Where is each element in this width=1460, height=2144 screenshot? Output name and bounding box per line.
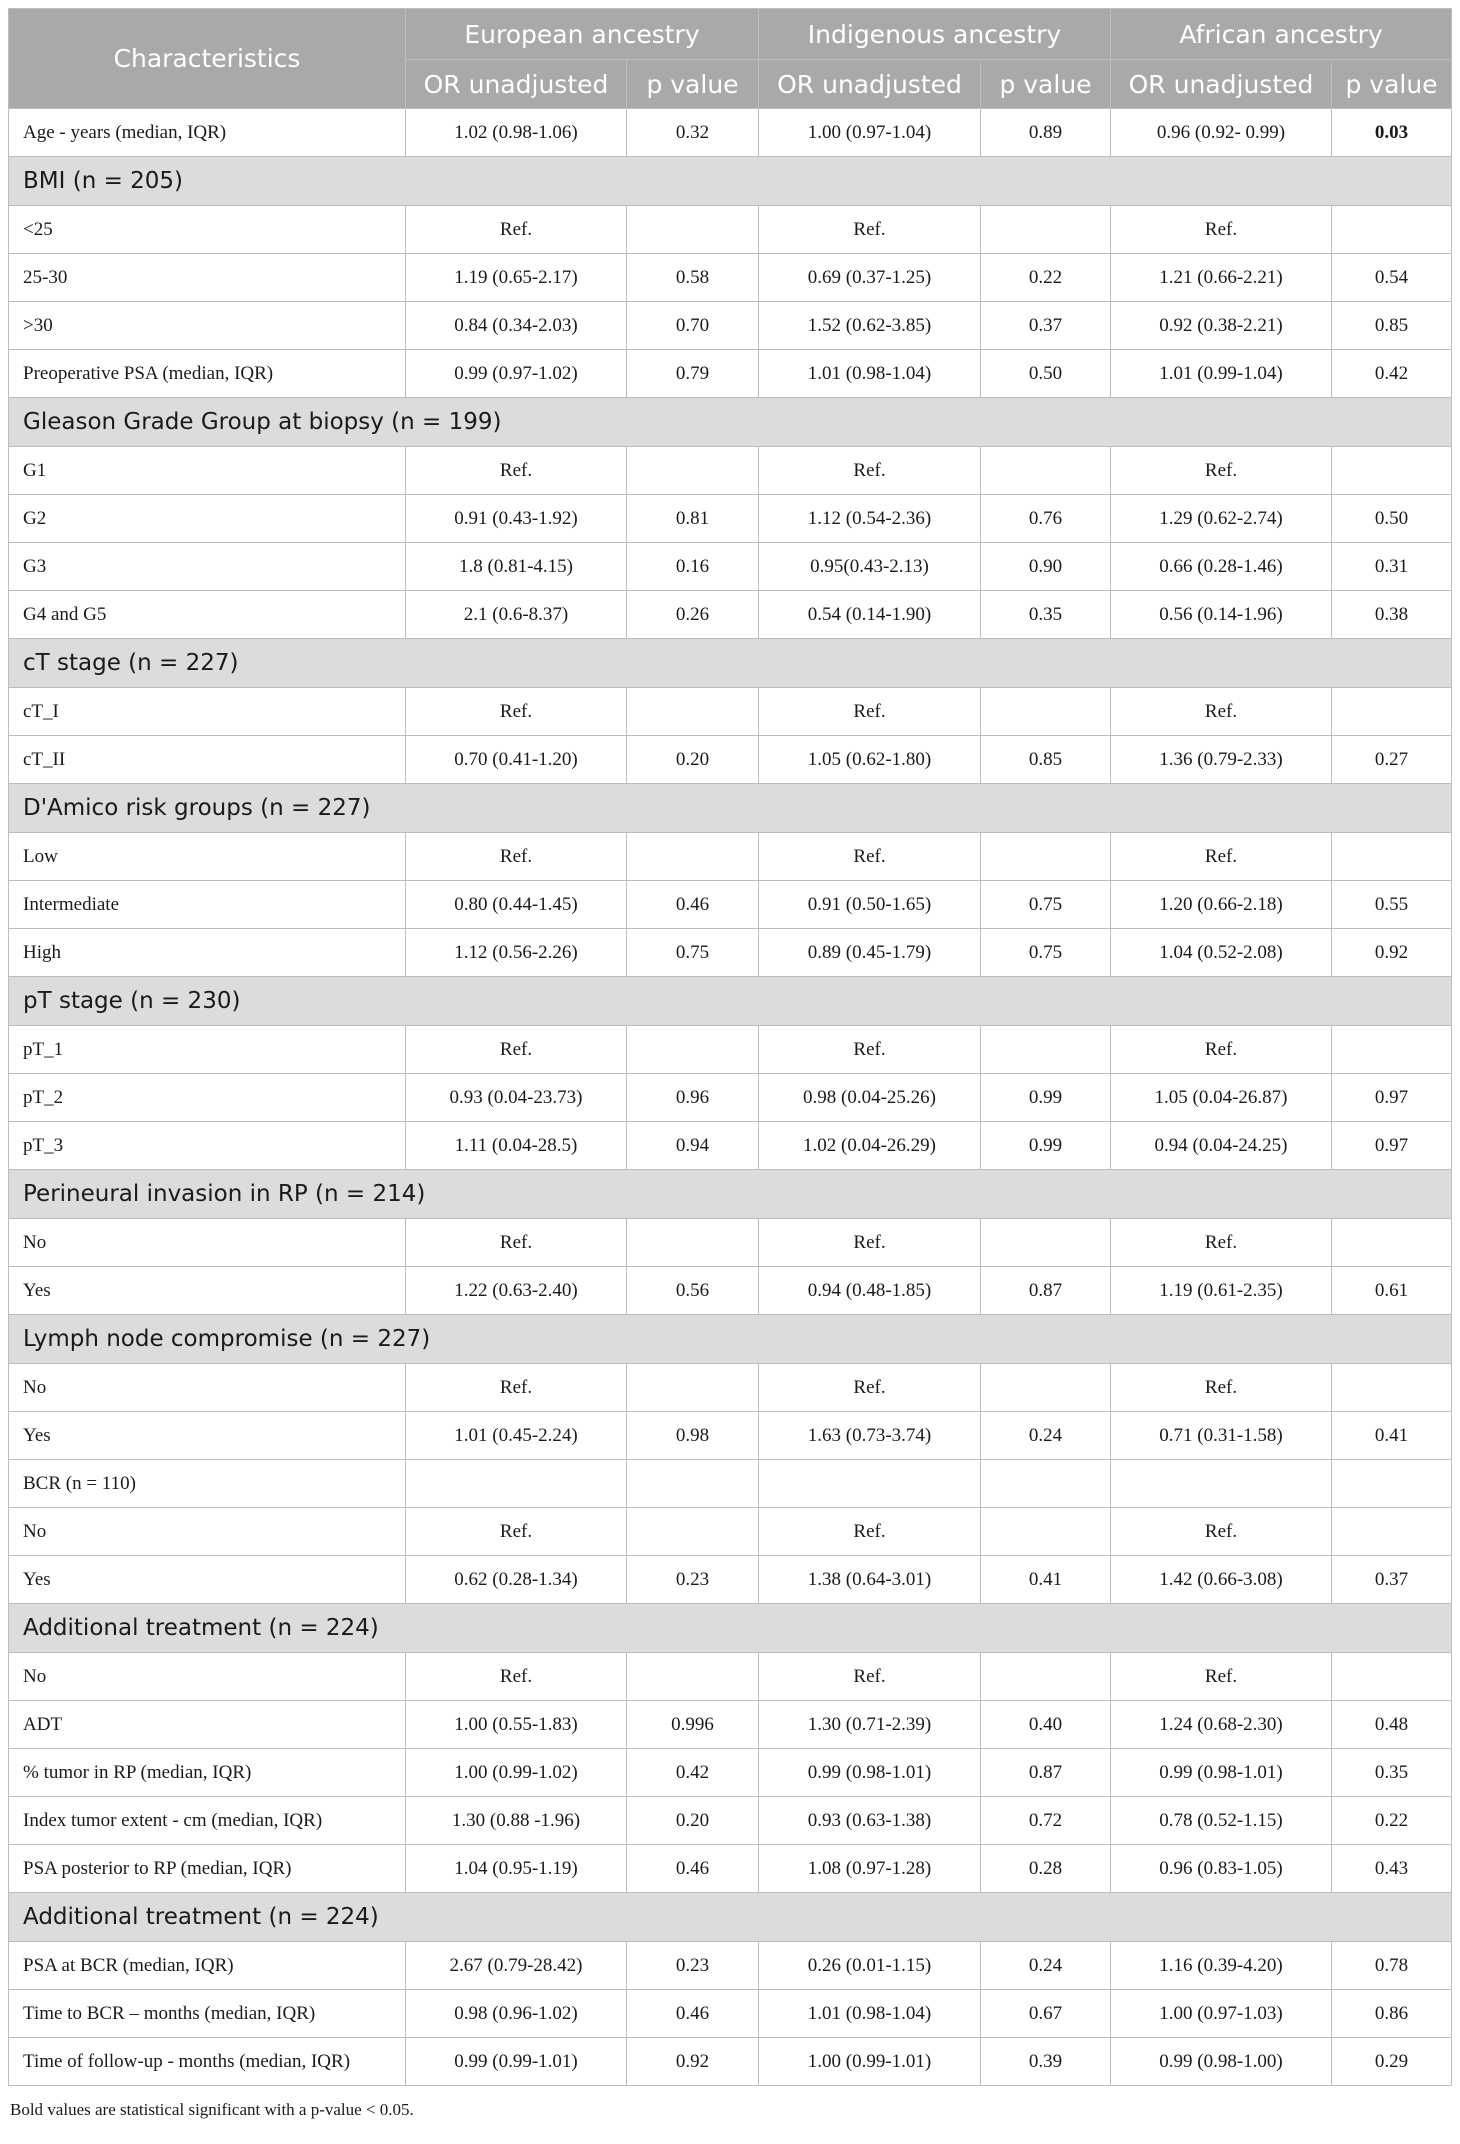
- row-label: pT_3: [9, 1122, 406, 1170]
- cell-or-african: 0.96 (0.92- 0.99): [1111, 109, 1332, 157]
- section-row: [9, 1893, 1452, 1942]
- cell-p-indigenous: 0.22: [981, 254, 1111, 302]
- row-label: Intermediate: [9, 881, 406, 929]
- row-label: G3: [9, 543, 406, 591]
- cell-p-european: 0.23: [627, 1942, 759, 1990]
- cell-or-african: 1.04 (0.52-2.08): [1111, 929, 1332, 977]
- row-label: pT_1: [9, 1026, 406, 1074]
- row-label: Low: [9, 833, 406, 881]
- cell-p-african: [1332, 833, 1452, 881]
- cell-or-indigenous: Ref.: [759, 1653, 981, 1701]
- cell-p-african: 0.54: [1332, 254, 1452, 302]
- cell-p-indigenous: 0.85: [981, 736, 1111, 784]
- cell-or-african: Ref.: [1111, 1653, 1332, 1701]
- cell-or-indigenous: 1.00 (0.97-1.04): [759, 109, 981, 157]
- cell-or-african: Ref.: [1111, 833, 1332, 881]
- cell-or-african: 1.05 (0.04-26.87): [1111, 1074, 1332, 1122]
- cell-p-african: 0.97: [1332, 1122, 1452, 1170]
- cell-p-european: 0.92: [627, 2038, 759, 2086]
- cell-p-african: 0.37: [1332, 1556, 1452, 1604]
- cell-p-european: [627, 1026, 759, 1074]
- cell-or-african: Ref.: [1111, 447, 1332, 495]
- row-label: No: [9, 1364, 406, 1412]
- row-label: No: [9, 1508, 406, 1556]
- cell-p-african: [1332, 1219, 1452, 1267]
- cell-or-indigenous: 0.69 (0.37-1.25): [759, 254, 981, 302]
- row-label: Time of follow-up - months (median, IQR): [9, 2038, 406, 2086]
- cell-p-african: 0.92: [1332, 929, 1452, 977]
- cell-or-african: 1.21 (0.66-2.21): [1111, 254, 1332, 302]
- cell-or-african: [1111, 1460, 1332, 1508]
- cell-or-european: 2.67 (0.79-28.42): [406, 1942, 627, 1990]
- cell-or-indigenous: 1.38 (0.64-3.01): [759, 1556, 981, 1604]
- cell-p-european: [627, 1219, 759, 1267]
- cell-p-african: [1332, 447, 1452, 495]
- cell-p-european: 0.75: [627, 929, 759, 977]
- cell-p-african: 0.55: [1332, 881, 1452, 929]
- cell-p-african: 0.86: [1332, 1990, 1452, 2038]
- header-or-african: OR unadjusted: [1111, 60, 1332, 109]
- cell-or-indigenous: Ref.: [759, 688, 981, 736]
- cell-p-european: 0.20: [627, 1797, 759, 1845]
- cell-p-african: [1332, 1653, 1452, 1701]
- cell-or-indigenous: 1.00 (0.99-1.01): [759, 2038, 981, 2086]
- cell-or-indigenous: 1.02 (0.04-26.29): [759, 1122, 981, 1170]
- section-row: [9, 784, 1452, 833]
- cell-or-indigenous: 0.93 (0.63-1.38): [759, 1797, 981, 1845]
- cell-p-indigenous: 0.87: [981, 1749, 1111, 1797]
- cell-or-european: Ref.: [406, 1653, 627, 1701]
- cell-p-indigenous: 0.40: [981, 1701, 1111, 1749]
- cell-or-indigenous: 0.26 (0.01-1.15): [759, 1942, 981, 1990]
- cell-or-african: Ref.: [1111, 688, 1332, 736]
- cell-p-african: 0.85: [1332, 302, 1452, 350]
- header-p-indigenous: p value: [981, 60, 1111, 109]
- cell-or-african: 1.24 (0.68-2.30): [1111, 1701, 1332, 1749]
- table-row: [9, 1267, 1452, 1315]
- table-header: [9, 9, 1452, 109]
- cell-p-indigenous: 0.24: [981, 1942, 1111, 1990]
- header-characteristics: Characteristics: [9, 9, 406, 109]
- cell-p-european: 0.42: [627, 1749, 759, 1797]
- cell-p-indigenous: [981, 833, 1111, 881]
- cell-p-african: 0.97: [1332, 1074, 1452, 1122]
- cell-p-indigenous: [981, 206, 1111, 254]
- cell-p-african: [1332, 206, 1452, 254]
- cell-or-african: 0.66 (0.28-1.46): [1111, 543, 1332, 591]
- cell-p-european: 0.58: [627, 254, 759, 302]
- cell-or-european: Ref.: [406, 833, 627, 881]
- table-row: [9, 2038, 1452, 2086]
- table-row: [9, 1364, 1452, 1412]
- cell-or-african: 1.00 (0.97-1.03): [1111, 1990, 1332, 2038]
- table-row: [9, 1942, 1452, 1990]
- table-row: [9, 688, 1452, 736]
- cell-or-european: Ref.: [406, 688, 627, 736]
- cell-or-european: 0.70 (0.41-1.20): [406, 736, 627, 784]
- cell-or-indigenous: Ref.: [759, 1364, 981, 1412]
- cell-or-indigenous: 0.98 (0.04-25.26): [759, 1074, 981, 1122]
- section-row: [9, 977, 1452, 1026]
- cell-or-indigenous: 1.05 (0.62-1.80): [759, 736, 981, 784]
- cell-or-indigenous: 0.99 (0.98-1.01): [759, 1749, 981, 1797]
- cell-p-indigenous: 0.75: [981, 929, 1111, 977]
- cell-or-european: 0.93 (0.04-23.73): [406, 1074, 627, 1122]
- section-row: [9, 1170, 1452, 1219]
- row-label: >30: [9, 302, 406, 350]
- cell-p-indigenous: 0.37: [981, 302, 1111, 350]
- cell-p-european: 0.996: [627, 1701, 759, 1749]
- cell-p-african: 0.43: [1332, 1845, 1452, 1893]
- cell-p-african: 0.31: [1332, 543, 1452, 591]
- cell-p-indigenous: [981, 447, 1111, 495]
- row-label: No: [9, 1219, 406, 1267]
- cell-or-african: Ref.: [1111, 206, 1332, 254]
- cell-p-indigenous: [981, 1026, 1111, 1074]
- cell-or-indigenous: 0.94 (0.48-1.85): [759, 1267, 981, 1315]
- cell-p-african: 0.29: [1332, 2038, 1452, 2086]
- cell-or-indigenous: Ref.: [759, 833, 981, 881]
- cell-or-african: 0.96 (0.83-1.05): [1111, 1845, 1332, 1893]
- cell-p-european: [627, 1364, 759, 1412]
- cell-or-european: 0.84 (0.34-2.03): [406, 302, 627, 350]
- table-row: [9, 350, 1452, 398]
- cell-p-african: 0.48: [1332, 1701, 1452, 1749]
- cell-p-european: [627, 688, 759, 736]
- cell-or-african: Ref.: [1111, 1026, 1332, 1074]
- section-row: [9, 157, 1452, 206]
- cell-p-european: 0.32: [627, 109, 759, 157]
- cell-or-african: 0.78 (0.52-1.15): [1111, 1797, 1332, 1845]
- cell-p-european: 0.94: [627, 1122, 759, 1170]
- cell-or-indigenous: Ref.: [759, 1219, 981, 1267]
- cell-or-indigenous: 1.63 (0.73-3.74): [759, 1412, 981, 1460]
- cell-p-african: [1332, 688, 1452, 736]
- cell-or-african: 0.99 (0.98-1.00): [1111, 2038, 1332, 2086]
- cell-p-indigenous: 0.50: [981, 350, 1111, 398]
- cell-or-indigenous: 0.54 (0.14-1.90): [759, 591, 981, 639]
- cell-p-african: 0.41: [1332, 1412, 1452, 1460]
- header-p-european: p value: [627, 60, 759, 109]
- cell-or-european: Ref.: [406, 1219, 627, 1267]
- row-label: Preoperative PSA (median, IQR): [9, 350, 406, 398]
- cell-p-indigenous: 0.89: [981, 109, 1111, 157]
- section-label: Gleason Grade Group at biopsy (n = 199): [9, 398, 1452, 447]
- cell-or-european: 1.00 (0.55-1.83): [406, 1701, 627, 1749]
- cell-p-european: 0.46: [627, 881, 759, 929]
- cell-p-european: [627, 206, 759, 254]
- cell-p-european: 0.96: [627, 1074, 759, 1122]
- section-row: [9, 639, 1452, 688]
- cell-p-indigenous: 0.87: [981, 1267, 1111, 1315]
- cell-p-african: [1332, 1026, 1452, 1074]
- cell-or-european: 1.04 (0.95-1.19): [406, 1845, 627, 1893]
- cell-or-european: 1.02 (0.98-1.06): [406, 109, 627, 157]
- cell-p-african: 0.38: [1332, 591, 1452, 639]
- cell-or-european: 0.80 (0.44-1.45): [406, 881, 627, 929]
- cell-p-european: [627, 1508, 759, 1556]
- header-group-indigenous: Indigenous ancestry: [759, 9, 1111, 60]
- cell-or-european: 1.11 (0.04-28.5): [406, 1122, 627, 1170]
- cell-or-european: 0.98 (0.96-1.02): [406, 1990, 627, 2038]
- cell-or-indigenous: 0.91 (0.50-1.65): [759, 881, 981, 929]
- cell-or-african: 0.56 (0.14-1.96): [1111, 591, 1332, 639]
- cell-or-indigenous: 1.12 (0.54-2.36): [759, 495, 981, 543]
- row-label: PSA at BCR (median, IQR): [9, 1942, 406, 1990]
- cell-or-african: 0.94 (0.04-24.25): [1111, 1122, 1332, 1170]
- row-label: High: [9, 929, 406, 977]
- row-label: <25: [9, 206, 406, 254]
- table-body: [9, 109, 1452, 2086]
- row-label: Yes: [9, 1412, 406, 1460]
- cell-p-indigenous: 0.67: [981, 1990, 1111, 2038]
- cell-p-african: 0.78: [1332, 1942, 1452, 1990]
- cell-or-african: 1.20 (0.66-2.18): [1111, 881, 1332, 929]
- table-row: [9, 736, 1452, 784]
- cell-p-indigenous: [981, 1460, 1111, 1508]
- cell-p-indigenous: [981, 1364, 1111, 1412]
- row-label: G4 and G5: [9, 591, 406, 639]
- cell-or-indigenous: 0.95(0.43-2.13): [759, 543, 981, 591]
- table-row: [9, 254, 1452, 302]
- table-row: [9, 591, 1452, 639]
- cell-or-european: 0.99 (0.97-1.02): [406, 350, 627, 398]
- table-footnote: Bold values are statistical significant with a p-value < 0.05.: [10, 2100, 414, 2119]
- cell-or-african: 1.19 (0.61-2.35): [1111, 1267, 1332, 1315]
- row-label: G1: [9, 447, 406, 495]
- table-row: [9, 1460, 1452, 1508]
- cell-p-indigenous: 0.39: [981, 2038, 1111, 2086]
- table-row: [9, 1074, 1452, 1122]
- cell-or-indigenous: Ref.: [759, 1508, 981, 1556]
- table-row: [9, 1412, 1452, 1460]
- row-label: No: [9, 1653, 406, 1701]
- row-label: G2: [9, 495, 406, 543]
- row-label: Age - years (median, IQR): [9, 109, 406, 157]
- row-label: Yes: [9, 1267, 406, 1315]
- section-label: D'Amico risk groups (n = 227): [9, 784, 1452, 833]
- cell-p-indigenous: 0.99: [981, 1074, 1111, 1122]
- row-label: PSA posterior to RP (median, IQR): [9, 1845, 406, 1893]
- cell-or-african: 0.71 (0.31-1.58): [1111, 1412, 1332, 1460]
- row-label: pT_2: [9, 1074, 406, 1122]
- table-row: [9, 109, 1452, 157]
- cell-or-indigenous: 1.30 (0.71-2.39): [759, 1701, 981, 1749]
- table-row: [9, 1797, 1452, 1845]
- cell-p-european: 0.20: [627, 736, 759, 784]
- header-or-european: OR unadjusted: [406, 60, 627, 109]
- cell-p-african: [1332, 1460, 1452, 1508]
- table-row: [9, 1845, 1452, 1893]
- table-row: [9, 1508, 1452, 1556]
- cell-p-european: 0.70: [627, 302, 759, 350]
- cell-or-african: 0.92 (0.38-2.21): [1111, 302, 1332, 350]
- table-row: [9, 206, 1452, 254]
- table-row: [9, 1026, 1452, 1074]
- table-row: [9, 447, 1452, 495]
- cell-or-european: 1.00 (0.99-1.02): [406, 1749, 627, 1797]
- cell-or-european: 0.91 (0.43-1.92): [406, 495, 627, 543]
- cell-or-indigenous: 1.01 (0.98-1.04): [759, 350, 981, 398]
- table-row: [9, 543, 1452, 591]
- odds-ratio-table: [8, 8, 1452, 2086]
- cell-or-european: 1.19 (0.65-2.17): [406, 254, 627, 302]
- cell-or-european: Ref.: [406, 1508, 627, 1556]
- cell-p-indigenous: [981, 1219, 1111, 1267]
- cell-or-european: Ref.: [406, 206, 627, 254]
- cell-or-european: 2.1 (0.6-8.37): [406, 591, 627, 639]
- section-label: Perineural invasion in RP (n = 214): [9, 1170, 1452, 1219]
- section-row: [9, 398, 1452, 447]
- cell-or-indigenous: 1.01 (0.98-1.04): [759, 1990, 981, 2038]
- cell-p-indigenous: 0.75: [981, 881, 1111, 929]
- cell-p-european: [627, 447, 759, 495]
- section-row: [9, 1315, 1452, 1364]
- table-row: [9, 929, 1452, 977]
- cell-p-european: 0.46: [627, 1990, 759, 2038]
- cell-p-african: [1332, 1364, 1452, 1412]
- row-label: Index tumor extent - cm (median, IQR): [9, 1797, 406, 1845]
- row-label: Yes: [9, 1556, 406, 1604]
- cell-p-african: 0.61: [1332, 1267, 1452, 1315]
- cell-p-indigenous: 0.24: [981, 1412, 1111, 1460]
- cell-or-european: 1.8 (0.81-4.15): [406, 543, 627, 591]
- table-row: [9, 1219, 1452, 1267]
- cell-or-european: Ref.: [406, 1364, 627, 1412]
- cell-p-indigenous: 0.41: [981, 1556, 1111, 1604]
- cell-p-african: 0.22: [1332, 1797, 1452, 1845]
- cell-or-african: 1.42 (0.66-3.08): [1111, 1556, 1332, 1604]
- row-label: Time to BCR – months (median, IQR): [9, 1990, 406, 2038]
- cell-p-african: [1332, 1508, 1452, 1556]
- cell-or-european: 1.22 (0.63-2.40): [406, 1267, 627, 1315]
- table-row: [9, 1122, 1452, 1170]
- cell-or-european: 1.30 (0.88 -1.96): [406, 1797, 627, 1845]
- cell-p-indigenous: 0.76: [981, 495, 1111, 543]
- cell-p-african: 0.03: [1332, 109, 1452, 157]
- row-label: cT_I: [9, 688, 406, 736]
- cell-or-african: Ref.: [1111, 1508, 1332, 1556]
- table-row: [9, 302, 1452, 350]
- cell-or-african: 1.29 (0.62-2.74): [1111, 495, 1332, 543]
- table-row: [9, 1749, 1452, 1797]
- cell-p-indigenous: [981, 1653, 1111, 1701]
- cell-p-african: 0.27: [1332, 736, 1452, 784]
- cell-p-european: [627, 833, 759, 881]
- cell-or-european: Ref.: [406, 447, 627, 495]
- cell-or-african: 1.01 (0.99-1.04): [1111, 350, 1332, 398]
- cell-p-indigenous: 0.72: [981, 1797, 1111, 1845]
- cell-or-african: Ref.: [1111, 1219, 1332, 1267]
- cell-p-indigenous: 0.28: [981, 1845, 1111, 1893]
- cell-or-indigenous: Ref.: [759, 1026, 981, 1074]
- section-label: Lymph node compromise (n = 227): [9, 1315, 1452, 1364]
- table-row: [9, 881, 1452, 929]
- table-row: [9, 1990, 1452, 2038]
- cell-or-european: [406, 1460, 627, 1508]
- cell-p-indigenous: 0.35: [981, 591, 1111, 639]
- results-table-container: [8, 8, 1451, 2120]
- cell-or-indigenous: Ref.: [759, 206, 981, 254]
- header-or-indigenous: OR unadjusted: [759, 60, 981, 109]
- cell-or-indigenous: [759, 1460, 981, 1508]
- cell-p-african: 0.35: [1332, 1749, 1452, 1797]
- cell-or-african: 0.99 (0.98-1.01): [1111, 1749, 1332, 1797]
- cell-or-african: 1.36 (0.79-2.33): [1111, 736, 1332, 784]
- cell-p-european: 0.81: [627, 495, 759, 543]
- row-label: 25-30: [9, 254, 406, 302]
- cell-or-indigenous: 1.08 (0.97-1.28): [759, 1845, 981, 1893]
- cell-or-european: 0.62 (0.28-1.34): [406, 1556, 627, 1604]
- cell-p-european: 0.16: [627, 543, 759, 591]
- cell-p-european: 0.98: [627, 1412, 759, 1460]
- cell-or-european: Ref.: [406, 1026, 627, 1074]
- cell-p-indigenous: 0.90: [981, 543, 1111, 591]
- section-label: cT stage (n = 227): [9, 639, 1452, 688]
- section-label: Additional treatment (n = 224): [9, 1893, 1452, 1942]
- header-group-african: African ancestry: [1111, 9, 1452, 60]
- cell-p-european: 0.26: [627, 591, 759, 639]
- cell-p-european: 0.56: [627, 1267, 759, 1315]
- row-label: ADT: [9, 1701, 406, 1749]
- table-row: [9, 1653, 1452, 1701]
- cell-p-african: 0.50: [1332, 495, 1452, 543]
- cell-or-indigenous: 0.89 (0.45-1.79): [759, 929, 981, 977]
- cell-p-indigenous: 0.99: [981, 1122, 1111, 1170]
- table-row: [9, 833, 1452, 881]
- cell-p-indigenous: [981, 688, 1111, 736]
- cell-or-european: 0.99 (0.99-1.01): [406, 2038, 627, 2086]
- cell-or-indigenous: Ref.: [759, 447, 981, 495]
- row-label: % tumor in RP (median, IQR): [9, 1749, 406, 1797]
- cell-p-european: 0.79: [627, 350, 759, 398]
- cell-or-indigenous: 1.52 (0.62-3.85): [759, 302, 981, 350]
- cell-p-african: 0.42: [1332, 350, 1452, 398]
- header-p-african: p value: [1332, 60, 1452, 109]
- cell-or-european: 1.12 (0.56-2.26): [406, 929, 627, 977]
- row-label: BCR (n = 110): [9, 1460, 406, 1508]
- cell-p-european: 0.46: [627, 1845, 759, 1893]
- cell-or-african: Ref.: [1111, 1364, 1332, 1412]
- section-label: BMI (n = 205): [9, 157, 1452, 206]
- section-label: Additional treatment (n = 224): [9, 1604, 1452, 1653]
- row-label: cT_II: [9, 736, 406, 784]
- section-label: pT stage (n = 230): [9, 977, 1452, 1026]
- cell-or-african: 1.16 (0.39-4.20): [1111, 1942, 1332, 1990]
- cell-p-european: [627, 1460, 759, 1508]
- table-row: [9, 1556, 1452, 1604]
- cell-or-european: 1.01 (0.45-2.24): [406, 1412, 627, 1460]
- cell-p-european: [627, 1653, 759, 1701]
- table-row: [9, 495, 1452, 543]
- header-group-european: European ancestry: [406, 9, 759, 60]
- cell-p-indigenous: [981, 1508, 1111, 1556]
- table-row: [9, 1701, 1452, 1749]
- section-row: [9, 1604, 1452, 1653]
- cell-p-european: 0.23: [627, 1556, 759, 1604]
